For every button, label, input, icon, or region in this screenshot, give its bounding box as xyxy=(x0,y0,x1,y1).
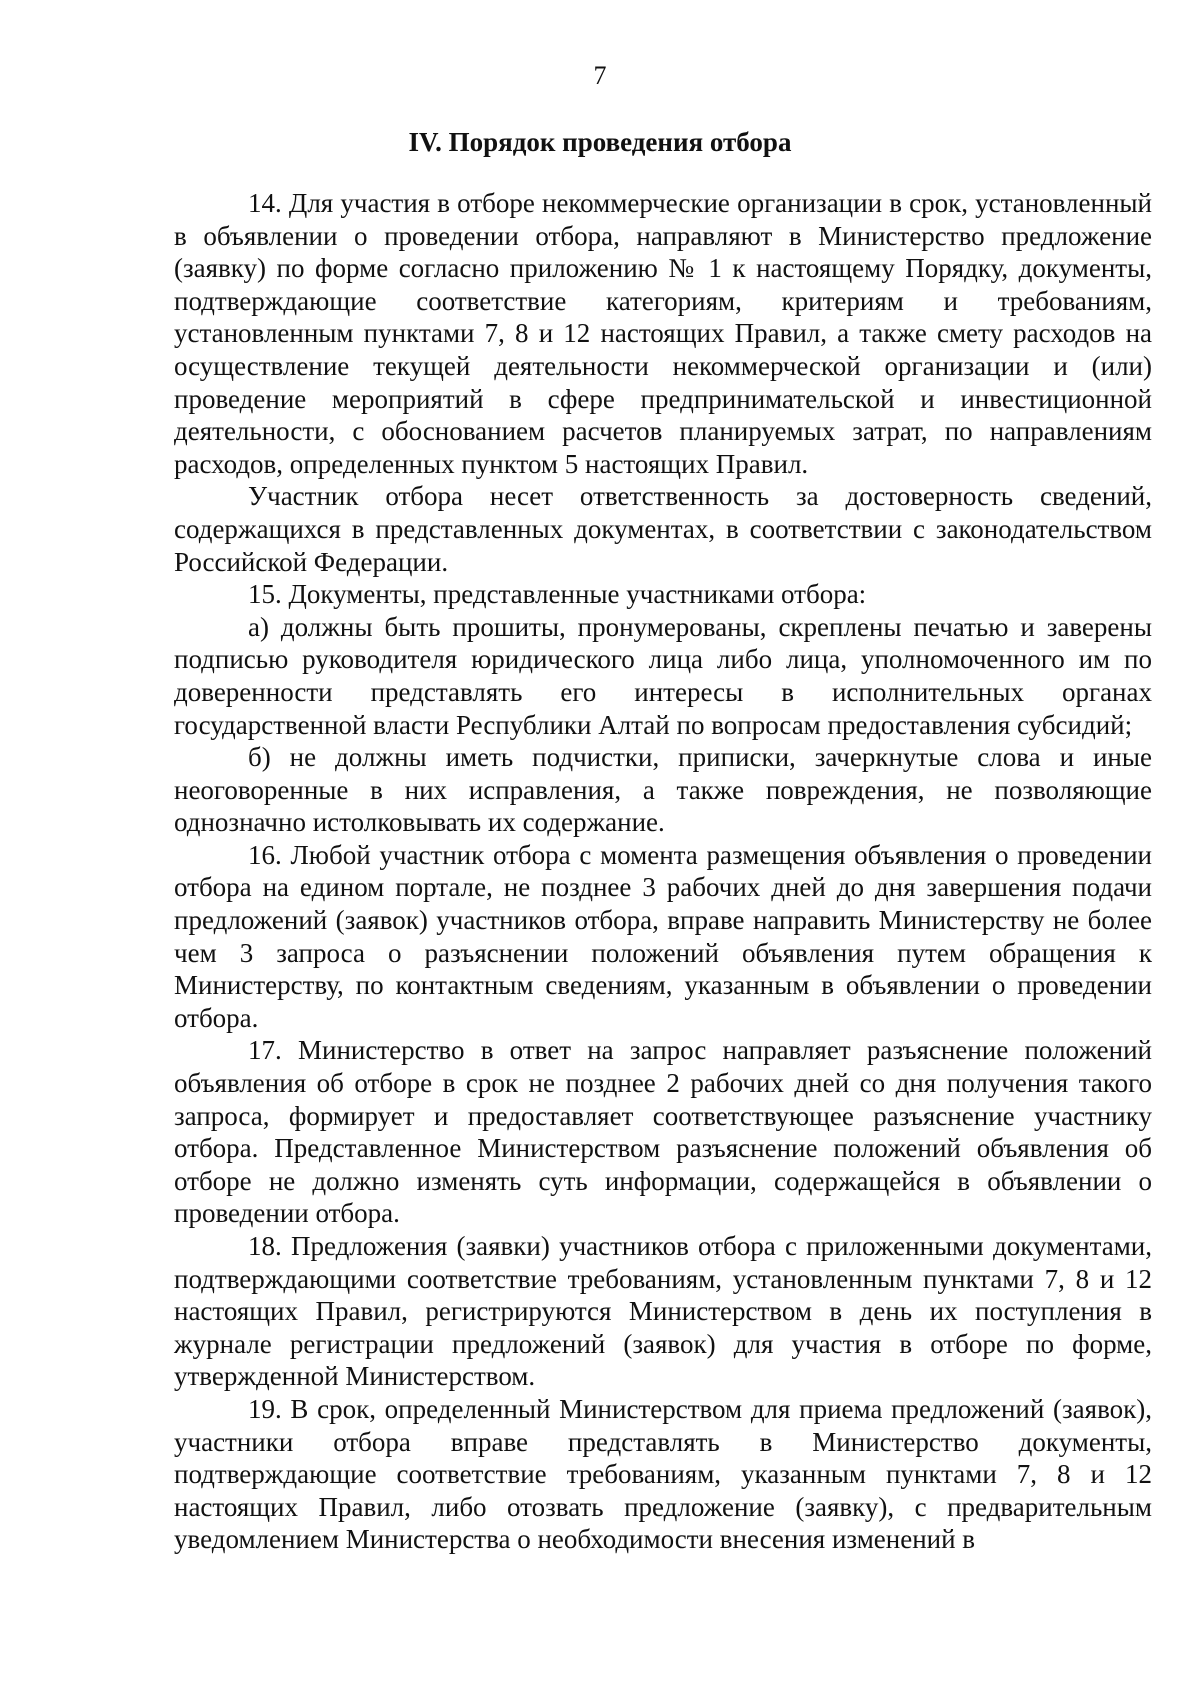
document-body xyxy=(174,187,1152,1556)
page-number: 7 xyxy=(593,61,607,90)
paragraph-19: 19. В срок, определенный Министерством для приема предложений (заявок), участники отбора вправе представлять в Министерство документы, подтверждающие соответствие требованиям, указанным пунктами 7, 8 и 12 настоящих Правил, либо отозвать предложение (заявку), с предварительным уведомлением Министерства о необходимости внесения изменений в xyxy=(174,1393,1152,1555)
paragraph-16: 16. Любой участник отбора с момента размещения объявления о проведении отбора на едином портале, не позднее 3 рабочих дней до дня завершения подачи предложений (заявок) участников отбора, вправе направить Министерству не более чем 3 запроса о разъяснении положений объявления путем обращения к Министерству, по контактным сведениям, указанным в объявлении о проведении отбора. xyxy=(174,839,1152,1033)
paragraph-15: 15. Документы, представленные участниками отбора: xyxy=(248,579,867,610)
paragraph-18: 18. Предложения (заявки) участников отбора с приложенными документами, подтверждающими соответствие требованиям, установленным пунктами 7, 8 и 12 настоящих Правил, регистрируются Министерством в день их поступления в журнале регистрации предложений (заявок) для участия в отборе по форме, утвержденной Министерством. xyxy=(174,1231,1152,1392)
paragraph-15-b: б) не должны иметь подчистки, приписки, зачеркнутые слова и иные неоговоренные в них исправления, а также повреждения, не позволяющие однозначно истолковывать их содержание. xyxy=(174,742,1152,838)
paragraph-14: 14. Для участия в отборе некоммерческие организации в срок, установленный в объявлении о проведении отбора, направляют в Министерство предложение (заявку) по форме согласно приложению № 1 к настоящему Порядку, документы, подтверждающие соответствие категориям, критериям и требованиям, установленным пунктами 7, 8 и 12 настоящих Правил, а также смету расходов на осуществление текущей деятельности некоммерческой организации и (или) проведение мероприятий в сфере предпринимательской и инвестиционной деятельности, с обоснованием расчетов планируемых затрат, по направлениям расходов, определенных пунктом 5 настоящих Правил. xyxy=(174,188,1152,479)
paragraph-17: 17. Министерство в ответ на запрос направляет разъяснение положений объявления об отборе в срок не позднее 2 рабочих дней со дня получения такого запроса, формирует и предоставляет соответствующее разъяснение участнику отбора. Представленное Министерством разъяснение положений объявления об отборе не должно изменять суть информации, содержащейся в объявлении о проведении отбора. xyxy=(174,1035,1152,1229)
paragraph-responsibility: Участник отбора несет ответственность за достоверность сведений, содержащихся в представленных документах, в соответствии с законодательством Российской Федерации. xyxy=(174,481,1152,577)
paragraph-15-a: а) должны быть прошиты, пронумерованы, скреплены печатью и заверены подписью руководителя юридического лица либо лица, уполномоченного им по доверенности представлять его интересы в исполнительных органах государственной власти Республики Алтай по вопросам предоставления субсидий; xyxy=(174,611,1152,740)
section-title: IV. Порядок проведения отбора xyxy=(408,127,792,157)
